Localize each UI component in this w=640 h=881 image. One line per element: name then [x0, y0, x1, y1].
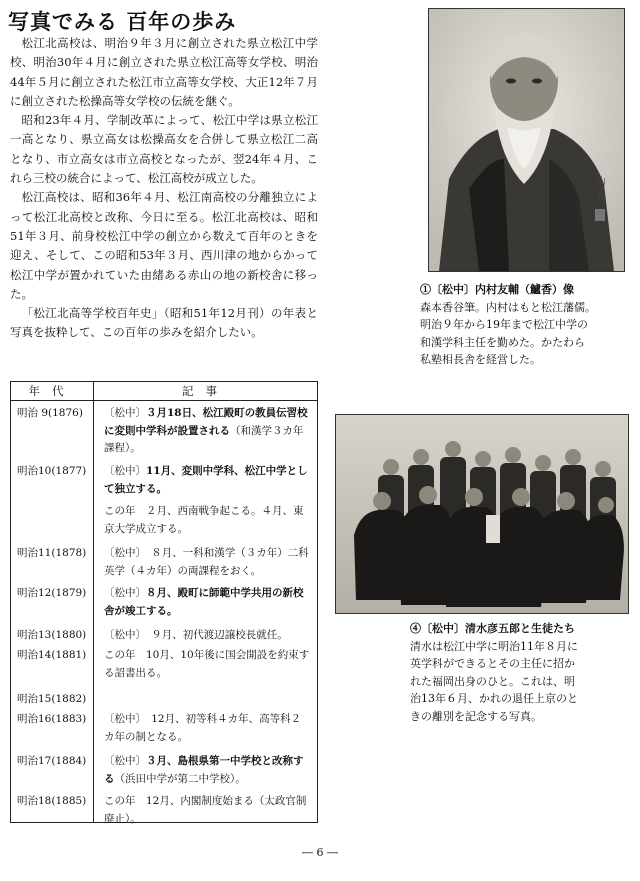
- table-body: [11, 401, 317, 825]
- page-title: 写真でみる 百年の歩み: [8, 10, 237, 34]
- row-year: 明治13(1880): [17, 629, 87, 641]
- row-event: 〔松中〕３月、島根県第一中学校と改称する（浜田中学が第二中学校）。: [104, 755, 304, 785]
- caption-line: 私塾相長舎を経営した。: [420, 353, 541, 366]
- portrait-caption: [420, 281, 630, 369]
- row-year: 明治17(1884): [17, 755, 87, 767]
- row-event: 〔松中〕11月、変則中学科、松江中学として独立する。: [104, 465, 308, 495]
- intro-paragraph: 松江北高校は、明治９年３月に創立された県立松江中学校、明治30年４月に創立された県立松江高等女学校、明治44年５月に創立された松江市立高等女学校、大正12年７月に創立された松操高等女学校の伝統を継ぐ。: [10, 36, 318, 108]
- caption-line: 治13年６月、かれの退任上京のと: [410, 692, 578, 705]
- header-event: 記事: [182, 384, 229, 398]
- row-year: 明治14(1881): [17, 649, 87, 661]
- caption-line: きの離別を記念する写真。: [410, 709, 542, 723]
- caption-line: 森本香谷筆。内村はもと松江藩儒。: [420, 300, 596, 314]
- row-year: 明治18(1885): [17, 795, 87, 807]
- row-year: 明治15(1882): [17, 693, 87, 705]
- caption-heading: ①〔松中〕内村友輔（鱸香）像: [420, 283, 574, 296]
- row-event: この年 ２月、西南戦争起こる。４月、東京大学成立する。: [104, 505, 304, 535]
- row-event: この年 10月、10年後に国会開設を約束する詔書出る。: [104, 649, 310, 679]
- row-event: この年 12月、内閣制度始まる（太政官制廃止）。: [104, 795, 307, 825]
- table-header: [11, 382, 317, 401]
- svg-text:山: 山: [597, 177, 607, 187]
- page-number: ― 6 ―: [302, 846, 338, 859]
- row-year: 明治11(1878): [17, 547, 87, 559]
- row-year: 明治16(1883): [17, 713, 87, 725]
- row-event: 〔松中〕 12月、初等科４カ年、高等科２カ年の制となる。: [104, 713, 302, 743]
- row-year: 明治10(1877): [17, 465, 87, 477]
- group-photo: [335, 414, 629, 614]
- portrait-photo: [428, 8, 625, 272]
- row-event: 〔松中〕 ９月、初代渡辺譲校長就任。: [104, 629, 288, 641]
- row-event: 〔松中〕 ８月、一科和漢学（３カ年）二科英学（４カ年）の両課程をおく。: [104, 547, 309, 577]
- group-caption: [410, 620, 632, 725]
- intro-paragraph: 松江高校は、昭和36年４月、松江南高校の分離独立によって松江北高校と改称、今日に至る。松江北高校は、昭和51年３月、前身校松江中学の創立から数えて百年のときを迎え、そして、この昭和53年３月、西川津の地からかって松江中学が置かれていた由緒ある赤山の地の新校舎に移った。: [10, 190, 318, 301]
- caption-line: 英学科ができるとその主任に招か: [410, 657, 575, 670]
- caption-line: 和漢学科主任を勤めた。かたわら: [420, 335, 585, 349]
- svg-text:谷: 谷: [597, 192, 607, 202]
- row-year: 明治12(1879): [17, 587, 87, 599]
- chronology-table: [10, 381, 318, 823]
- intro-paragraph: 昭和23年４月、学制改革によって、松江中学は県立松江一高となり、県立高女は松操高女を合併して県立松江二高となり、市立高女は市立高校となったが、翌24年４月、これら三校の統合によって、松江高校が成立した。: [10, 113, 318, 186]
- caption-line: 明治９年から19年まで松江中学の: [420, 318, 588, 331]
- intro-paragraph: 「松江北高等学校百年史」（昭和51年12月刊）の年表と写真を抜粋して、この百年の歩みを紹介したい。: [10, 306, 318, 340]
- caption-line: 清水は松江中学に明治11年８月に: [410, 639, 578, 653]
- caption-line: れた福岡出身のひと。これは、明: [410, 674, 575, 688]
- row-year: 明治 9(1876): [17, 407, 83, 419]
- caption-heading: ④〔松中〕清水彦五郎と生徒たち: [410, 622, 575, 635]
- row-event: 〔松中〕３月18日、松江殿町の教員伝習校に変則中学科が設置される（和漢学３カ年課程）。: [104, 407, 308, 454]
- intro-text: [10, 34, 318, 343]
- row-event: 〔松中〕８月、殿町に師範中学共用の新校舎が竣工する。: [104, 587, 304, 617]
- header-year: 年代: [11, 382, 94, 400]
